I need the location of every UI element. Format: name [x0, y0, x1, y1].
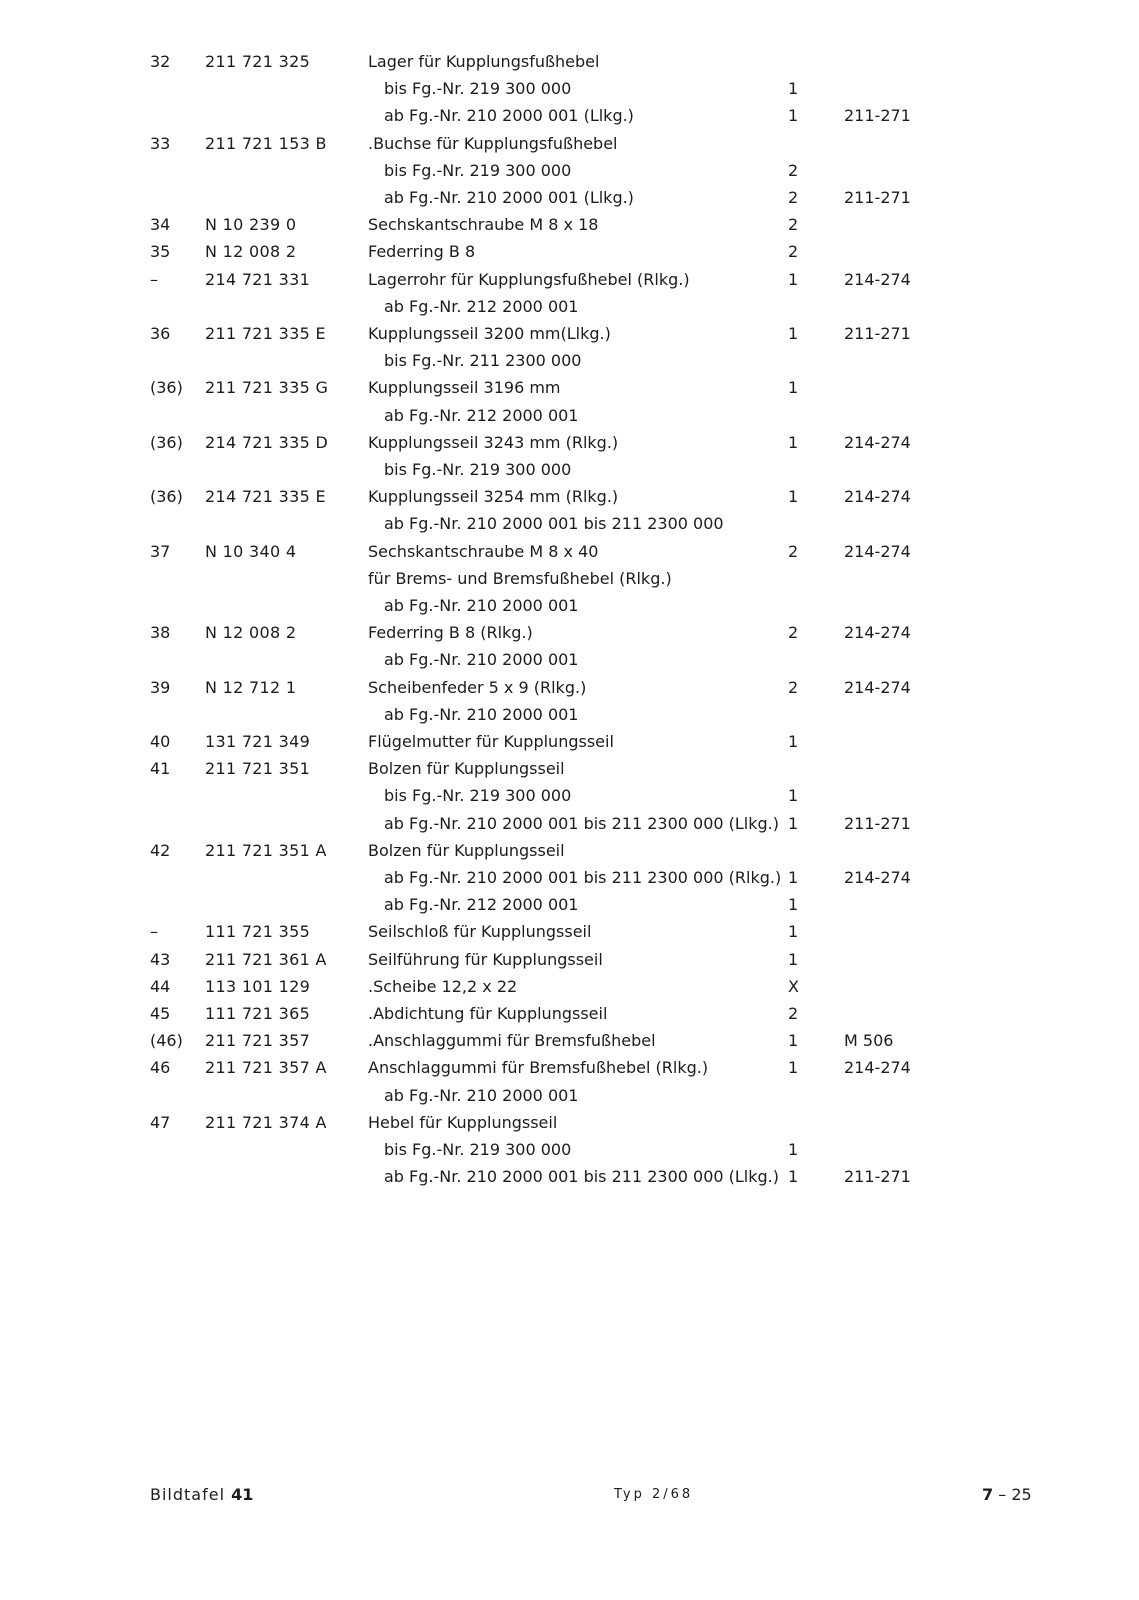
remark: 211-271	[844, 106, 911, 126]
part-description: bis Fg.-Nr. 219 300 000	[384, 1140, 572, 1159]
position-number: 36	[150, 324, 171, 343]
part-description: Seilführung für Kupplungsseil	[368, 949, 603, 969]
position-number: (36)	[150, 378, 183, 398]
quantity: 2	[788, 677, 799, 697]
part-description: Flügelmutter für Kupplungsseil	[368, 732, 614, 751]
part-description: .Anschlaggummi für Bremsfußhebel	[368, 1031, 656, 1051]
quantity: 2	[788, 1004, 799, 1023]
quantity: 1	[788, 1140, 799, 1159]
quantity: 1	[788, 269, 799, 289]
quantity: 2	[788, 160, 799, 180]
table-row	[0, 320, 1139, 348]
part-description: ab Fg.-Nr. 210 2000 001 bis 211 2300 000 (Rlkg.)	[384, 868, 782, 887]
part-number: 211 721 335 G	[205, 378, 329, 398]
table-row	[0, 728, 1139, 756]
quantity: 1	[788, 1058, 799, 1078]
position-number: 34	[150, 215, 171, 235]
remark: M 506	[844, 1031, 894, 1051]
table-row	[0, 619, 1139, 647]
table-row	[0, 1054, 1139, 1082]
part-description: Kupplungsseil 3200 mm(Llkg.)	[368, 324, 611, 343]
part-number: 214 721 331	[205, 269, 311, 289]
part-number: 211 721 361 A	[205, 949, 327, 969]
quantity: 1	[788, 813, 799, 833]
table-row	[0, 1109, 1139, 1137]
part-description: bis Fg.-Nr. 219 300 000	[384, 460, 572, 479]
part-description: Sechskantschraube M 8 x 40	[368, 541, 599, 561]
quantity: 1	[788, 949, 799, 969]
part-description: ab Fg.-Nr. 212 2000 001	[384, 895, 579, 915]
part-number: 211 721 357	[205, 1031, 311, 1051]
table-row	[0, 456, 1139, 484]
part-description: ab Fg.-Nr. 210 2000 001	[384, 596, 579, 615]
position-number: 42	[150, 840, 171, 860]
remark: 214-274	[844, 432, 911, 452]
remark: 211-271	[844, 324, 911, 343]
part-description: .Buchse für Kupplungsfußhebel	[368, 133, 618, 153]
remark: 214-274	[844, 868, 911, 887]
table-row	[0, 130, 1139, 158]
table-row	[0, 755, 1139, 783]
remark: 214-274	[844, 1058, 911, 1078]
page-section: 7	[982, 1485, 994, 1504]
table-row	[0, 238, 1139, 266]
table-row	[0, 810, 1139, 838]
part-description: bis Fg.-Nr. 219 300 000	[384, 79, 572, 99]
part-number: N 12 008 2	[205, 242, 297, 262]
position-number: 33	[150, 133, 171, 153]
table-row	[0, 646, 1139, 674]
position-number: (46)	[150, 1031, 183, 1051]
part-description: .Abdichtung für Kupplungsseil	[368, 1004, 608, 1023]
page-footer	[0, 1485, 1139, 1509]
table-row	[0, 782, 1139, 810]
quantity: 2	[788, 623, 799, 643]
part-number: 214 721 335 E	[205, 487, 326, 507]
quantity: 1	[788, 1031, 799, 1051]
table-row	[0, 946, 1139, 974]
part-description: Scheibenfeder 5 x 9 (Rlkg.)	[368, 677, 587, 697]
plate-label: Bildtafel	[150, 1485, 226, 1504]
part-description: Kupplungsseil 3243 mm (Rlkg.)	[368, 432, 619, 452]
part-number: N 10 239 0	[205, 215, 297, 235]
part-description: Federring B 8 (Rlkg.)	[368, 623, 533, 643]
part-description: Lager für Kupplungsfußhebel	[368, 52, 600, 71]
part-description: Sechskantschraube M 8 x 18	[368, 215, 599, 235]
plate-reference	[150, 1485, 253, 1504]
part-description: Bolzen für Kupplungsseil	[368, 759, 565, 779]
position-number: 32	[150, 52, 171, 71]
part-description: für Brems- und Bremsfußhebel (Rlkg.)	[368, 568, 672, 588]
plate-number: 41	[231, 1485, 254, 1504]
table-row	[0, 266, 1139, 294]
table-row	[0, 565, 1139, 593]
table-row	[0, 674, 1139, 702]
position-number: 43	[150, 949, 171, 969]
table-row	[0, 1163, 1139, 1191]
part-description: ab Fg.-Nr. 212 2000 001	[384, 296, 579, 316]
part-description: ab Fg.-Nr. 210 2000 001 (Llkg.)	[384, 188, 634, 207]
table-row	[0, 402, 1139, 430]
part-description: Anschlaggummi für Bremsfußhebel (Rlkg.)	[368, 1058, 709, 1078]
table-row	[0, 429, 1139, 457]
part-number: 111 721 355	[205, 922, 311, 942]
part-number: 211 721 153 B	[205, 133, 327, 153]
quantity: 1	[788, 378, 799, 398]
remark: 211-271	[844, 1167, 911, 1187]
position-number: 46	[150, 1058, 171, 1078]
quantity: 1	[788, 895, 799, 915]
part-number: 111 721 365	[205, 1004, 311, 1023]
quantity: 1	[788, 106, 799, 126]
remark: 211-271	[844, 188, 911, 207]
part-number: 211 721 325	[205, 52, 311, 71]
quantity: X	[788, 976, 799, 996]
part-description: bis Fg.-Nr. 219 300 000	[384, 786, 572, 806]
table-row	[0, 184, 1139, 212]
position-number: 41	[150, 759, 171, 779]
part-description: ab Fg.-Nr. 210 2000 001	[384, 650, 579, 670]
quantity: 2	[788, 215, 799, 235]
type-label: Typ 2/68	[614, 1487, 694, 1502]
position-number: 35	[150, 242, 171, 262]
part-description: .Scheibe 12,2 x 22	[368, 976, 518, 996]
table-row	[0, 918, 1139, 946]
table-row	[0, 374, 1139, 402]
part-number: 113 101 129	[205, 976, 311, 996]
part-number: N 12 008 2	[205, 623, 297, 643]
position-number: 45	[150, 1004, 171, 1023]
part-description: ab Fg.-Nr. 212 2000 001	[384, 405, 579, 425]
part-description: bis Fg.-Nr. 211 2300 000	[384, 351, 582, 371]
quantity: 1	[788, 487, 799, 507]
part-description: Kupplungsseil 3196 mm	[368, 378, 561, 398]
part-number: 211 721 335 E	[205, 324, 326, 343]
remark: 214-274	[844, 487, 911, 507]
part-description: ab Fg.-Nr. 210 2000 001 bis 211 2300 000 (Llkg.)	[384, 813, 779, 833]
table-row	[0, 592, 1139, 620]
table-row	[0, 837, 1139, 865]
remark: 214-274	[844, 541, 911, 561]
position-number: (36)	[150, 487, 183, 507]
part-description: Hebel für Kupplungsseil	[368, 1112, 558, 1132]
part-number: 131 721 349	[205, 732, 311, 751]
table-row	[0, 102, 1139, 130]
position-number: 37	[150, 541, 171, 561]
part-description: Federring B 8	[368, 242, 476, 262]
position-number: 47	[150, 1112, 171, 1132]
part-description: Bolzen für Kupplungsseil	[368, 840, 565, 860]
part-description: ab Fg.-Nr. 210 2000 001	[384, 704, 579, 724]
quantity: 2	[788, 541, 799, 561]
table-row	[0, 864, 1139, 892]
table-row	[0, 1136, 1139, 1164]
quantity: 1	[788, 868, 799, 887]
position-number: 40	[150, 732, 171, 751]
table-row	[0, 510, 1139, 538]
table-row	[0, 538, 1139, 566]
quantity: 1	[788, 1167, 799, 1187]
page-separator: –	[993, 1485, 1012, 1504]
position-number: –	[150, 269, 158, 289]
remark: 211-271	[844, 813, 911, 833]
quantity: 2	[788, 188, 799, 207]
part-number: 214 721 335 D	[205, 432, 329, 452]
part-description: ab Fg.-Nr. 210 2000 001 (Llkg.)	[384, 106, 634, 126]
position-number: 44	[150, 976, 171, 996]
quantity: 1	[788, 432, 799, 452]
part-description: Lagerrohr für Kupplungsfußhebel (Rlkg.)	[368, 269, 690, 289]
table-row	[0, 701, 1139, 729]
table-row	[0, 1082, 1139, 1110]
position-number: –	[150, 922, 158, 942]
position-number: 38	[150, 623, 171, 643]
part-description: Kupplungsseil 3254 mm (Rlkg.)	[368, 487, 619, 507]
part-description: ab Fg.-Nr. 210 2000 001 bis 211 2300 000	[384, 514, 724, 534]
position-number: 39	[150, 677, 171, 697]
remark: 214-274	[844, 623, 911, 643]
table-row	[0, 48, 1139, 76]
quantity: 1	[788, 79, 799, 99]
table-row	[0, 1000, 1139, 1028]
table-row	[0, 973, 1139, 1001]
part-number: N 12 712 1	[205, 677, 297, 697]
table-row	[0, 293, 1139, 321]
part-description: bis Fg.-Nr. 219 300 000	[384, 160, 572, 180]
position-number: (36)	[150, 432, 183, 452]
table-row	[0, 347, 1139, 375]
table-row	[0, 891, 1139, 919]
quantity: 1	[788, 324, 799, 343]
quantity: 1	[788, 786, 799, 806]
quantity: 2	[788, 242, 799, 262]
table-row	[0, 483, 1139, 511]
page-number-value: 25	[1011, 1485, 1032, 1504]
remark: 214-274	[844, 269, 911, 289]
part-number: 211 721 351	[205, 759, 311, 779]
part-number: 211 721 374 A	[205, 1112, 327, 1132]
part-description: ab Fg.-Nr. 210 2000 001	[384, 1085, 579, 1105]
table-row	[0, 211, 1139, 239]
part-description: Seilschloß für Kupplungsseil	[368, 922, 592, 942]
quantity: 1	[788, 922, 799, 942]
part-number: 211 721 351 A	[205, 840, 327, 860]
part-description: ab Fg.-Nr. 210 2000 001 bis 211 2300 000 (Llkg.)	[384, 1167, 779, 1187]
quantity: 1	[788, 732, 799, 751]
part-number: 211 721 357 A	[205, 1058, 327, 1078]
table-row	[0, 75, 1139, 103]
remark: 214-274	[844, 677, 911, 697]
part-number: N 10 340 4	[205, 541, 297, 561]
table-row	[0, 157, 1139, 185]
table-row	[0, 1027, 1139, 1055]
page-number	[982, 1485, 1032, 1504]
